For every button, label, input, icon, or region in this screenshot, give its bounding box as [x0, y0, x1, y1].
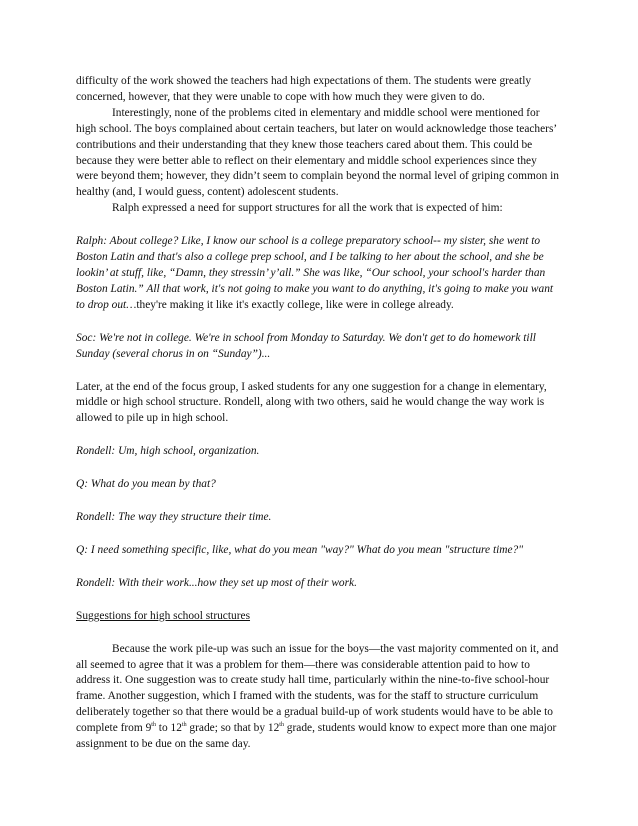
- paragraph-difficulty: difficulty of the work showed the teachers had high expectations of them. The students were greatly concerned, however, that they were unable to cope with how much they were given to do.: [76, 75, 532, 103]
- section-heading: Suggestions for high school structures: [76, 609, 251, 622]
- paragraph-because-part-b: to 12: [155, 722, 182, 735]
- quote-ralph-italic: Ralph: About college? Like, I know our school is a college preparatory school-- my sister, she went to Boston Latin and that's also a college prep school, and I be talking to her about the school, and she be lookin’ at stuff, like, “Damn, they stressin’ y’all.” She was like, “Our school, your school's harder than Boston Latin.” All that work, it's not going to make you want to do anything, it's going to make you want to drop out…: [76, 235, 554, 311]
- paragraph-later: Later, at the end of the focus group, I asked students for any one suggestion for a change in elementary, middle or high school structure. Rondell, along with two others, said he would change the way work is allowed to pile up in high school.: [76, 380, 547, 425]
- paragraph-because: [76, 642, 560, 753]
- quote-rondell-3: Rondell: With their work...how they set up most of their work.: [76, 576, 357, 589]
- quote-ralph: [76, 234, 560, 314]
- quote-q-2: Q: I need something specific, like, what do you mean "way?" What do you mean "structure time?": [76, 543, 524, 556]
- superscript-th-2: th: [181, 722, 187, 729]
- paragraph-ralph-intro: Ralph expressed a need for support structures for all the work that is expected of him:: [112, 202, 503, 215]
- quote-rondell-2: Rondell: The way they structure their time.: [76, 511, 272, 524]
- paragraph-because-part-d: grade, students would know to expect more than one major assignment to be due on the same day.: [76, 722, 557, 751]
- paragraph-interestingly: Interestingly, none of the problems cited in elementary and middle school were mentioned for high school. The boys complained about certain teachers, but later on would acknowledge those teachers’ contributions and their understanding that they knew those teachers cared about them. This could be because they were better able to reflect on their elementary and middle school experiences since they were beyond them; however, they didn’t seem to complain beyond the normal level of griping common in healthy (and, I would guess, content) adolescent students.: [76, 106, 560, 199]
- quote-rondell-1: Rondell: Um, high school, organization.: [76, 445, 260, 458]
- superscript-th-3: th: [279, 722, 284, 729]
- document-page: [76, 74, 560, 753]
- paragraph-because-part-a: Because the work pile-up was such an issue for the boys—the vast majority commented on it, and all seemed to agree that it was a problem for them—there was considerable attention paid to how to address it. One suggestion was to create study hall time, particularly within the nine-to-five school-hour frame. Another suggestion, which I framed with the students, was for the staff to structure curriculum deliberately together so that there would be a gradual build-up of work students would have to be able to complete from 9: [76, 642, 559, 735]
- quote-ralph-roman: they're making it like it's exactly college, like were in college already.: [136, 298, 454, 311]
- quote-soc: Soc: We're not in college. We're in school from Monday to Saturday. We don't get to do homework till Sunday (several chorus in on “Sunday”)...: [76, 331, 536, 360]
- paragraph-because-part-c: grade; so that by 12: [186, 722, 280, 735]
- superscript-th-1: th: [151, 722, 156, 729]
- quote-q-1: Q: What do you mean by that?: [76, 478, 216, 491]
